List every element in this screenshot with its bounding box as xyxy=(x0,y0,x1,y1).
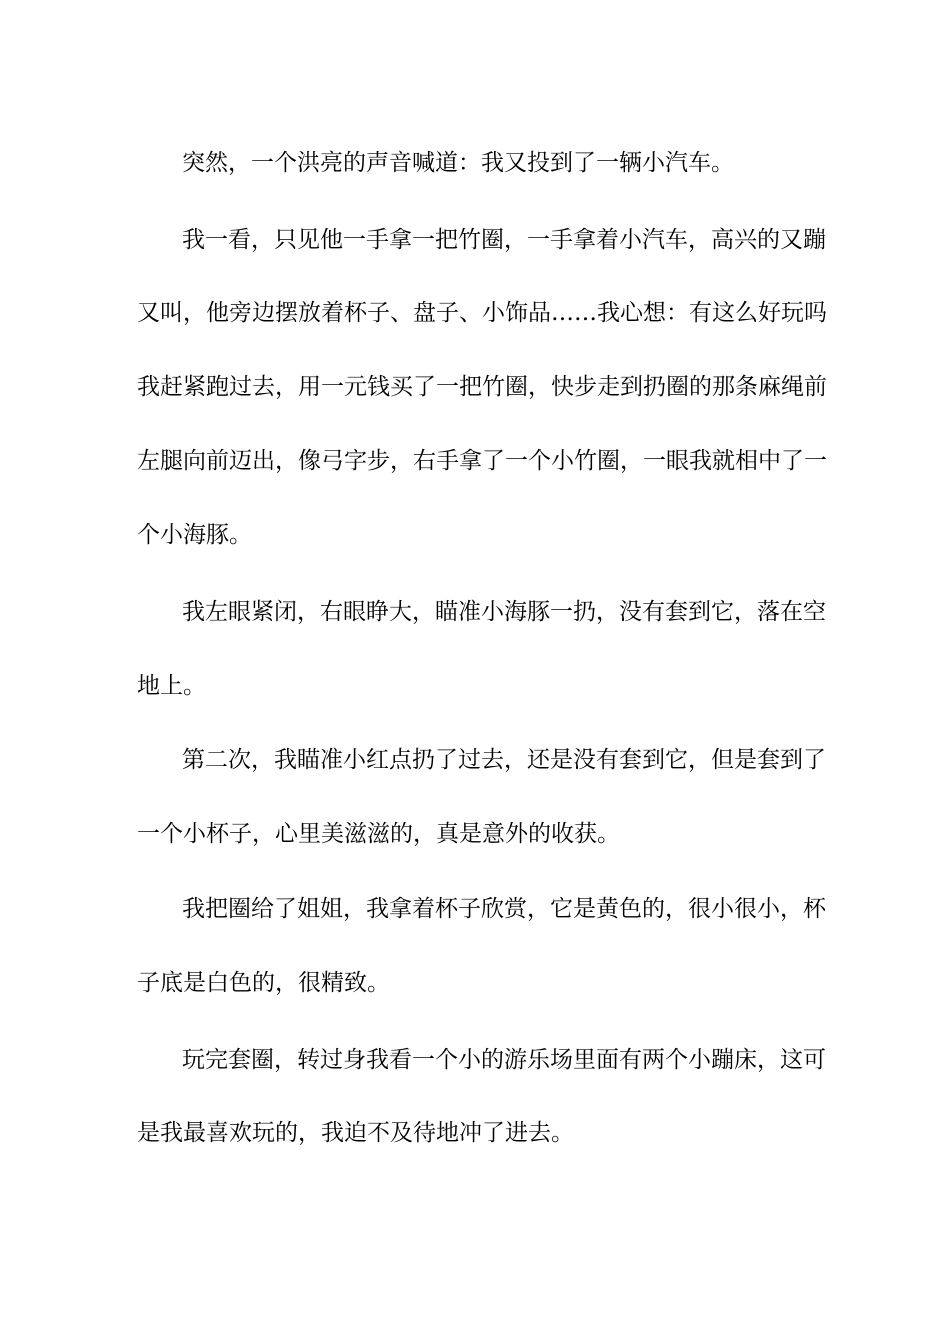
paragraph-line: 地上。 xyxy=(137,673,206,699)
paragraph-line: 突然，一个洪亮的声音喊道：我又投到了一辆小汽车。 xyxy=(182,150,734,176)
paragraph-line: 一个小杯子，心里美滋滋的，真是意外的收获。 xyxy=(137,821,620,847)
paragraph-line: 我把圈给了姐姐，我拿着杯子欣赏，它是黄色的，很小很小，杯 xyxy=(182,896,826,922)
paragraph-line: 我赶紧跑过去，用一元钱买了一把竹圈，快步走到扔圈的那条麻绳前 xyxy=(137,374,827,400)
paragraph-line: 第二次，我瞄准小红点扔了过去，还是没有套到它，但是套到了 xyxy=(182,747,826,773)
paragraph-line: 子底是白色的，很精致。 xyxy=(137,970,390,996)
paragraph-line: 左腿向前迈出，像弓字步，右手拿了一个小竹圈，一眼我就相中了一 xyxy=(137,448,827,474)
paragraph-line: 玩完套圈，转过身我看一个小的游乐场里面有两个小蹦床，这可 xyxy=(182,1047,826,1073)
paragraph-line: 我一看，只见他一手拿一把竹圈，一手拿着小汽车，高兴的又蹦 xyxy=(182,227,826,253)
paragraph-line: 是我最喜欢玩的，我迫不及待地冲了进去。 xyxy=(137,1120,574,1146)
paragraph-line: 又叫，他旁边摆放着杯子、盘子、小饰品……我心想：有这么好玩吗 xyxy=(137,300,827,326)
paragraph-line: 个小海豚。 xyxy=(137,522,252,548)
paragraph-line: 我左眼紧闭，右眼睁大，瞄准小海豚一扔，没有套到它，落在空 xyxy=(182,599,826,625)
